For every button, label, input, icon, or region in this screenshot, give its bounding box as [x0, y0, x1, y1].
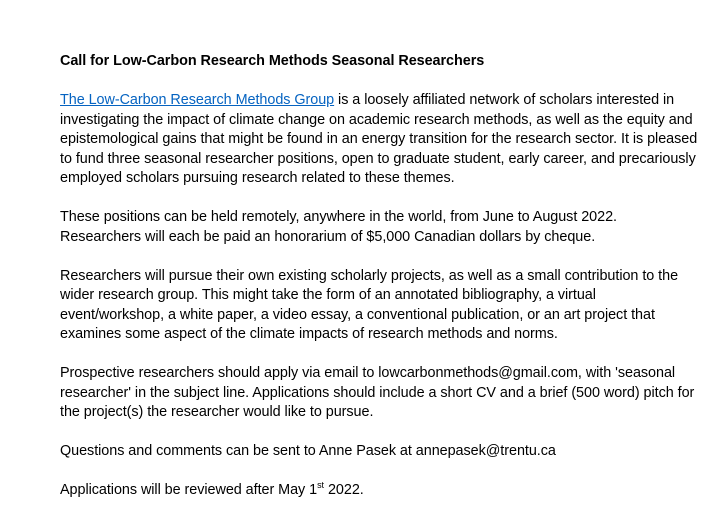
projects-paragraph: Researchers will pursue their own existing scholarly projects, as well as a small contribution to the wider research group. This might take the form of an annotated bibliography, a virtual event/workshop, a white paper, a video essay, a conventional publication, or an art project that examines some aspect of the climate impacts of research methods and norms.: [60, 267, 679, 342]
review-year: 2022.: [324, 482, 364, 498]
questions-paragraph: Questions and comments can be sent to Anne Pasek at annepasek@trentu.ca: [60, 443, 556, 459]
review-text: Applications will be reviewed after May 1: [60, 482, 318, 498]
apply-paragraph: Prospective researchers should apply via email to lowcarbonmethods@gmail.com, with 'seasonal researcher' in the subject line. Applications should include a short CV and a brief (500 word) pitch for the project(s) the researcher would like to pursue.: [60, 365, 695, 420]
review-paragraph: [60, 481, 700, 501]
intro-paragraph: [60, 91, 700, 189]
group-link[interactable]: The Low-Carbon Research Methods Group: [60, 92, 335, 108]
intro-text: is a loosely affiliated network of scholars interested in investigating the impact of climate change on academic research methods, as well as the equity and epistemological gains that might be found in an energy transition for the research sector. It is pleased to fund three seasonal researcher positions, open to graduate student, early career, and precariously employed scholars pursuing research related to these themes.: [60, 92, 698, 186]
positions-paragraph: These positions can be held remotely, anywhere in the world, from June to August 2022. Researchers will each be paid an honorarium of $5,000 Canadian dollars by cheque.: [60, 209, 617, 245]
ordinal-suffix: st: [317, 480, 325, 491]
document-title: Call for Low-Carbon Research Methods Seasonal Researchers: [60, 53, 485, 69]
document-body: [60, 52, 700, 520]
